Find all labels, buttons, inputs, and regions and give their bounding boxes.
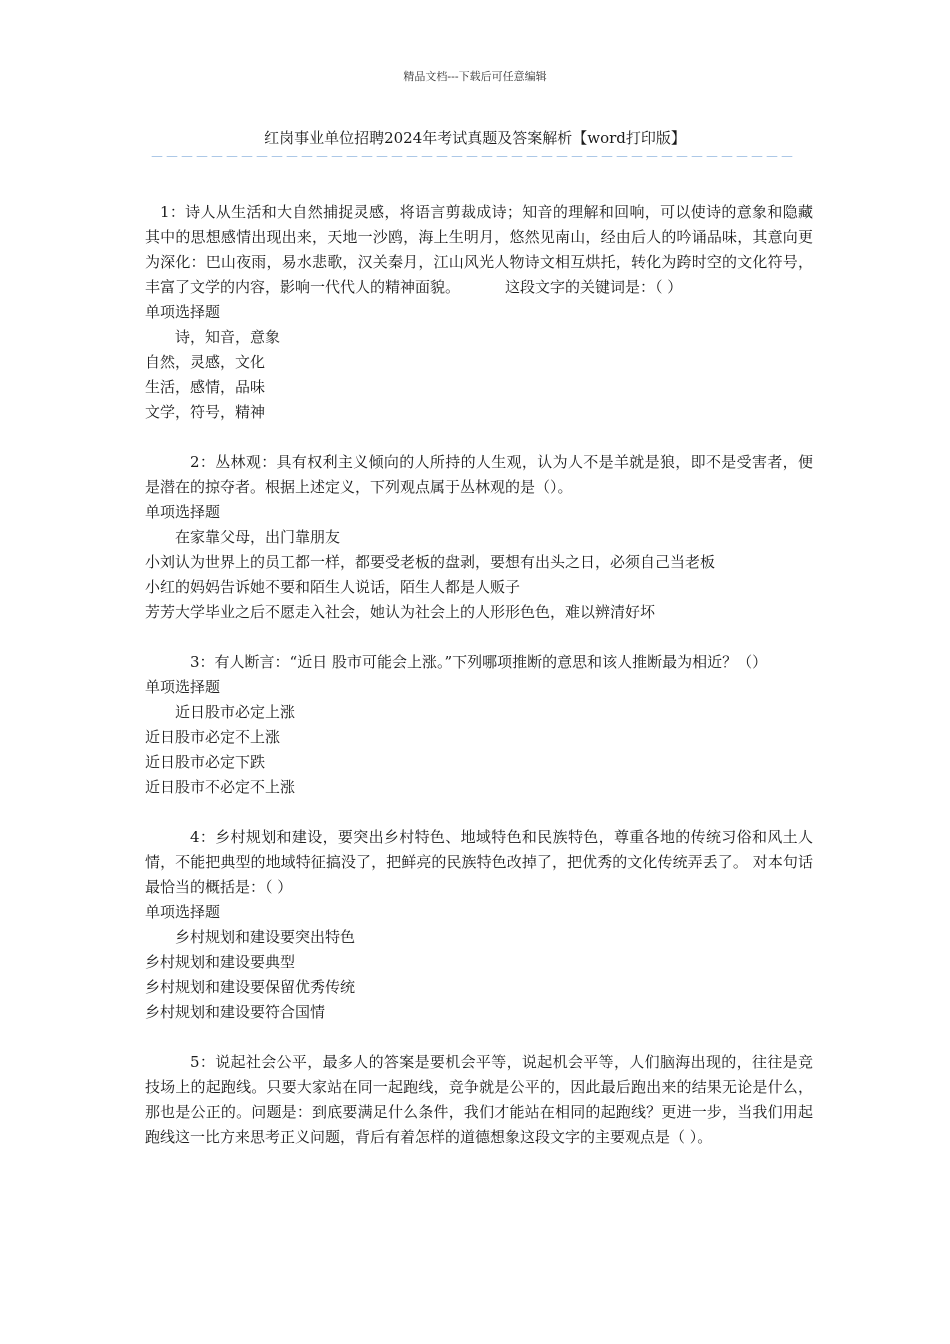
question-5 — [145, 1050, 813, 1150]
question-3 — [145, 650, 813, 800]
question-stem: 3：有人断言：“近日 股市可能会上涨。”下列哪项推断的意思和该人推断最为相近？（） — [190, 653, 768, 671]
question-stem: 2：丛林观：具有权利主义倾向的人所持的人生观，认为人不是羊就是狼，即不是受害者，便是潜在的掠夺者。根据上述定义，下列观点属于丛林观的是（）。 — [145, 453, 813, 496]
question-stem: 5：说起社会公平，最多人的答案是要机会平等，说起机会平等，人们脑海出现的，往往是竞技场上的起跑线。只要大家站在同一起跑线，竞争就是公平的，因此最后跑出来的结果无论是什么，那也是公正的。问题是：到底要满足什么条件，我们才能站在相同的起跑线？更进一步，当我们用起跑线这一比方来思考正义问题，背后有着怎样的道德想象这段文字的主要观点是（ ）。 — [145, 1053, 813, 1146]
option-b: 自然，灵感，文化 — [145, 353, 266, 371]
question-2 — [145, 450, 813, 625]
title-divider: －－－－－－－－－－－－－－－－－－－－－－－－－－－－－－－－－－－－－－－－－－－ — [150, 150, 795, 166]
option-d: 文学，符号，精神 — [145, 403, 266, 421]
document-body — [145, 200, 813, 1175]
option-b: 乡村规划和建设要典型 — [145, 953, 296, 971]
question-stem-prompt: 这段文字的关键词是：（ ） — [505, 278, 683, 296]
option-c: 近日股市必定下跌 — [145, 753, 266, 771]
document-title: 红岗事业单位招聘2024年考试真题及答案解析【word打印版】 — [264, 129, 686, 147]
option-d: 芳芳大学毕业之后不愿走入社会，她认为社会上的人形形色色，难以辨清好坏 — [145, 603, 656, 621]
question-type: 单项选择题 — [145, 903, 221, 921]
header-note: 精品文档---下载后可任意编辑 — [403, 70, 547, 83]
option-a: 诗，知音，意象 — [175, 328, 281, 346]
question-stem — [145, 200, 813, 300]
option-b: 小刘认为世界上的员工都一样，都要受老板的盘剥，要想有出头之日，必须自己当老板 — [145, 553, 716, 571]
question-type: 单项选择题 — [145, 303, 221, 321]
option-d: 乡村规划和建设要符合国情 — [145, 1003, 326, 1021]
option-d: 近日股市不必定不上涨 — [145, 778, 296, 796]
option-a: 乡村规划和建设要突出特色 — [175, 928, 356, 946]
option-c: 乡村规划和建设要保留优秀传统 — [145, 978, 356, 996]
question-type: 单项选择题 — [145, 678, 221, 696]
option-c: 生活，感情，品味 — [145, 378, 266, 396]
question-4 — [145, 825, 813, 1025]
question-stem-text: 1：诗人从生活和大自然捕捉灵感，将语言剪裁成诗；知音的理解和回响，可以使诗的意象和隐藏其中的思想感情出现出来，天地一沙鸥，海上生明月，悠然见南山，经由后人的吟诵品味，其意向更为深化：巴山夜雨，易水悲歌，汉关秦月，江山风光人物诗文相互烘托，转化为跨时空的文化符号，丰富了文学的内容，影响一代代人的精神面貌。 — [145, 203, 813, 296]
option-a: 在家靠父母，出门靠朋友 — [175, 528, 341, 546]
question-stem: 4：乡村规划和建设，要突出乡村特色、地域特色和民族特色，尊重各地的传统习俗和风土人情，不能把典型的地域特征搞没了，把鲜亮的民族特色改掉了，把优秀的文化传统弄丢了。 对本句话最恰当的概括是：（ ） — [145, 828, 813, 896]
question-type: 单项选择题 — [145, 503, 221, 521]
question-1 — [145, 200, 813, 425]
option-b: 近日股市必定不上涨 — [145, 728, 281, 746]
option-c: 小红的妈妈告诉她不要和陌生人说话，陌生人都是人贩子 — [145, 578, 521, 596]
option-a: 近日股市必定上涨 — [175, 703, 296, 721]
